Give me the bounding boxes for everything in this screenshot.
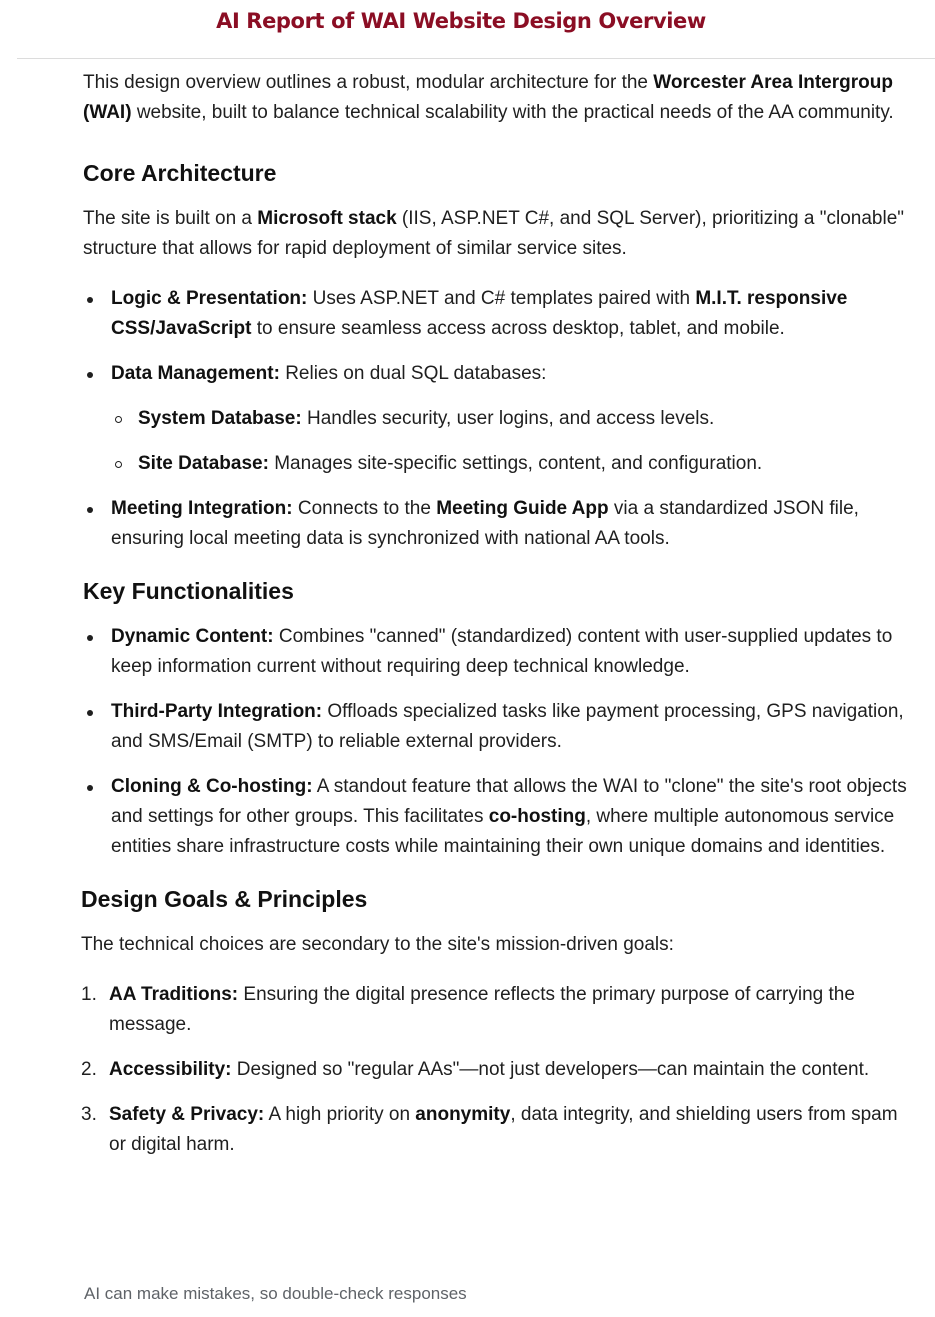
section-heading: Core Architecture [83, 160, 277, 186]
sub-list-item: System Database: Handles security, user logins, and access levels. [111, 404, 908, 434]
bullet-list [83, 622, 908, 862]
list-item: Meeting Integration: Connects to the Meeting Guide App via a standardized JSON file, ensuring local meeting data is synchronized with national AA tools. [83, 494, 908, 554]
ai-disclaimer: AI can make mistakes, so double-check responses [84, 1284, 467, 1303]
list-item: 3. Safety & Privacy: A high priority on anonymity, data integrity, and shielding users from spam or digital harm. [81, 1104, 898, 1155]
list-item: Third-Party Integration: Offloads specialized tasks like payment processing, GPS navigation, and SMS/Email (SMTP) to reliable external providers. [83, 697, 908, 757]
list-item: 2. Accessibility: Designed so "regular AAs"—not just developers—can maintain the content. [81, 1059, 870, 1080]
sub-list-item: Site Database: Manages site-specific settings, content, and configuration. [111, 449, 908, 479]
section-paragraph: The technical choices are secondary to the site's mission-driven goals: [81, 934, 674, 955]
list-item: 1. AA Traditions: Ensuring the digital presence reflects the primary purpose of carrying the message. [81, 984, 855, 1035]
list-item: Cloning & Co-hosting: A standout feature that allows the WAI to "clone" the site's root objects and settings for other groups. This facilitates co-hosting, where multiple autonomous service entities share infrastructure costs while maintaining their own unique domains and identities. [83, 772, 908, 862]
page-title: AI Report of WAI Website Design Overview [216, 9, 706, 33]
numbered-list [81, 980, 908, 1160]
section-paragraph: The site is built on a Microsoft stack (IIS, ASP.NET C#, and SQL Server), prioritizing a "clonable" structure that allows for rapid deployment of similar service sites. [83, 208, 905, 259]
section-heading: Design Goals & Principles [81, 886, 368, 912]
list-item: Dynamic Content: Combines "canned" (standardized) content with user-supplied updates to keep information current without requiring deep technical knowledge. [83, 622, 908, 682]
intro-paragraph: This design overview outlines a robust, modular architecture for the Worcester Area Intergroup (WAI) website, built to balance technical scalability with the practical needs of the AA community. [83, 72, 894, 123]
section-heading: Key Functionalities [83, 578, 294, 604]
report-body [83, 68, 908, 1182]
bullet-list [83, 284, 908, 554]
sub-list [111, 404, 908, 479]
section-core-architecture [83, 158, 908, 554]
section-key-functionalities [83, 576, 908, 862]
section-design-goals [81, 884, 908, 1160]
list-item: Data Management: Relies on dual SQL databases: System Database: Handles security, user logins, and access levels. Site Database: Manages site-specific settings, content, and configuration. [83, 359, 908, 479]
list-item: Logic & Presentation: Uses ASP.NET and C# templates paired with M.I.T. responsive CSS/JavaScript to ensure seamless access across desktop, tablet, and mobile. [83, 284, 908, 344]
header-divider [17, 58, 935, 59]
